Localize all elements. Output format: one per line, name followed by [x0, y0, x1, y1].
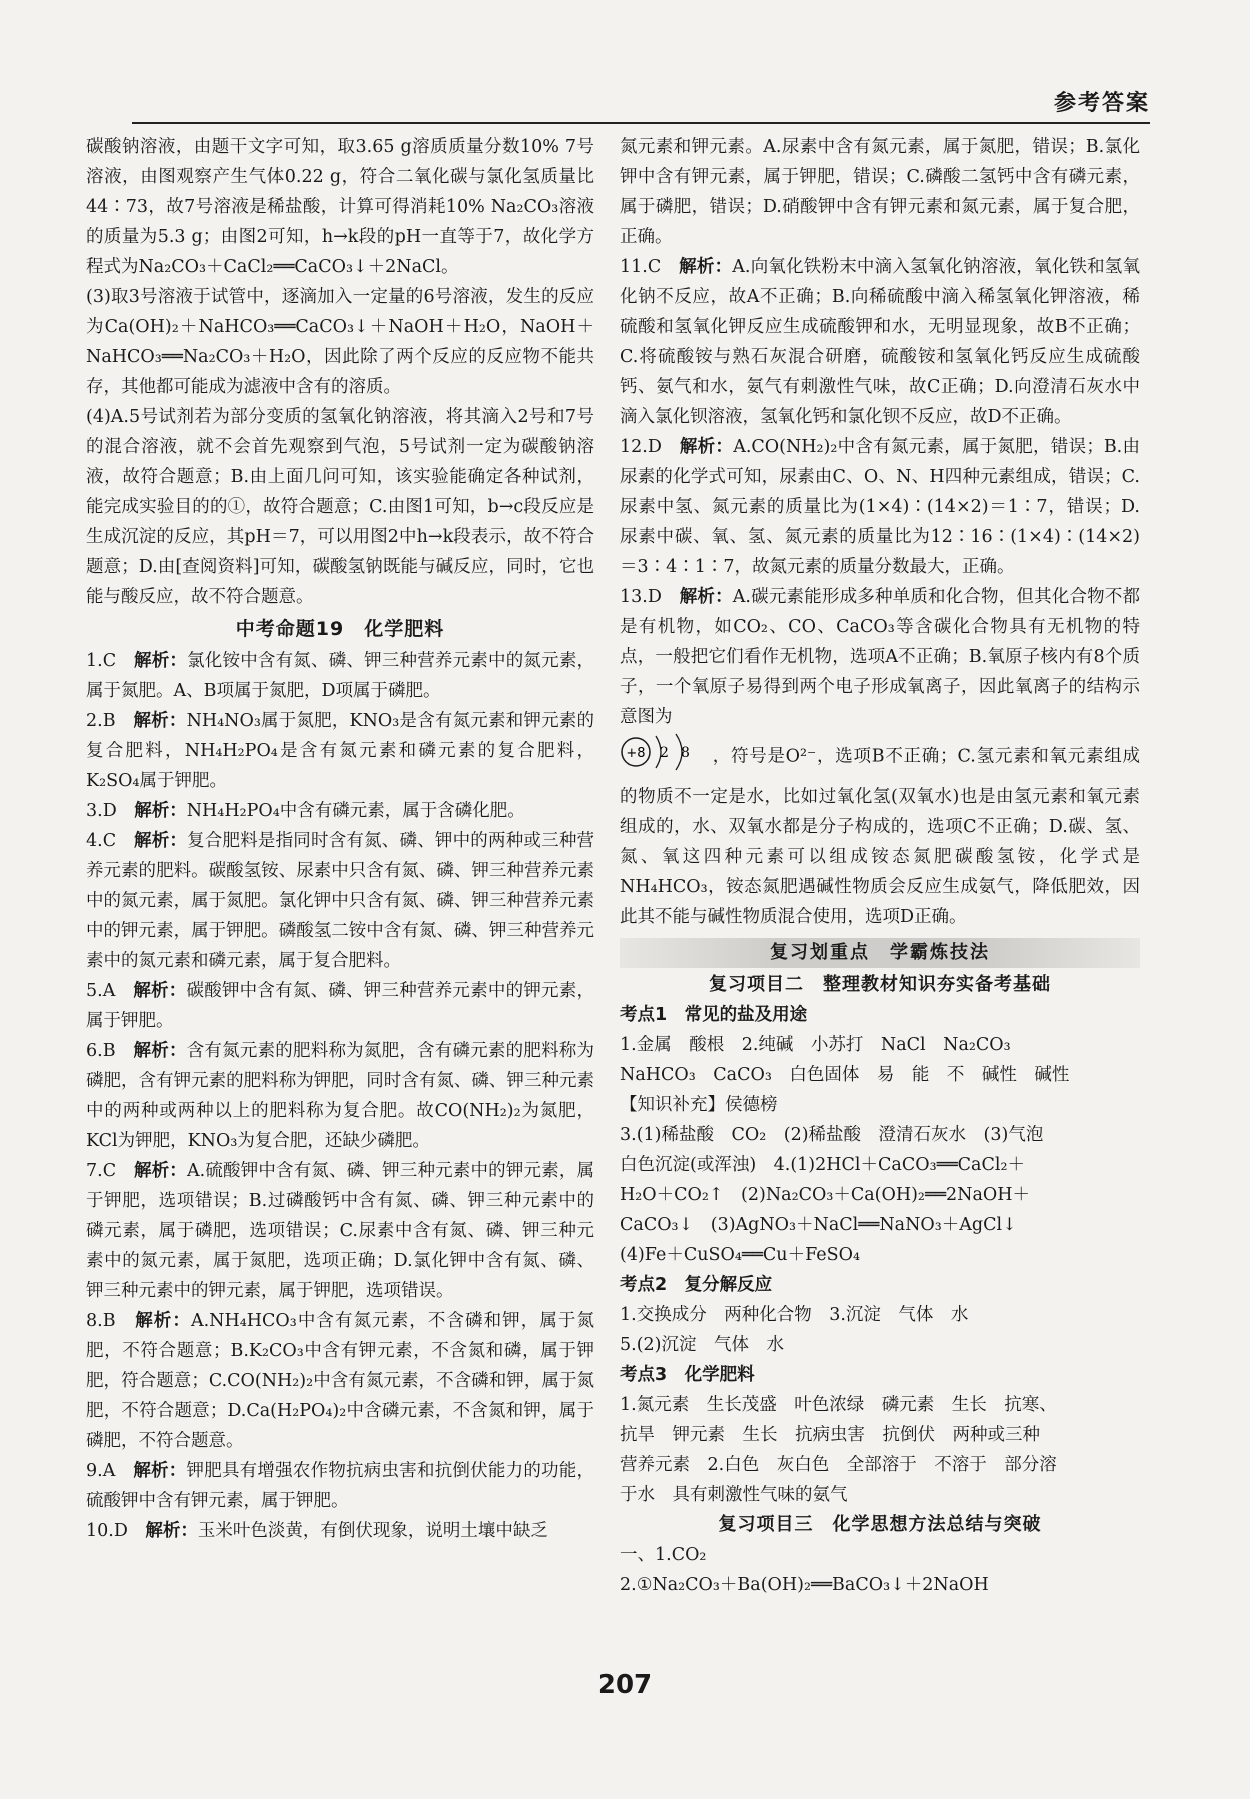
- answer-number: 5.A: [86, 981, 116, 1001]
- answer-line: 1.交换成分 两种化合物 3.沉淀 气体 水: [620, 1305, 969, 1325]
- atom-diagram-followup-text: ，符号是O²⁻，选项B不正确；C.氢元素和氧元素组成的物质不一定是水，比如过氧化氢(双氧水)也是由氢元素和氧元素组成的，水、双氧水都是分子构成的，选项C不正确；D.碳、氢、氮、氧这四种元素可以组成铵态氮肥碳酸氢铵，化学式是NH₄HCO₃，铵态氮肥遇碱性物质会反应生成氨气，降低肥效，因此其不能与碱性物质混合使用，选项D正确。: [620, 746, 1140, 927]
- answer-line: 【知识补充】侯德榜: [620, 1095, 778, 1115]
- answer-line: (4)Fe＋CuSO₄══Cu＋FeSO₄: [620, 1245, 860, 1265]
- atom-diagram-line: [620, 732, 1140, 932]
- analysis-text: 碳酸钾中含有氮、磷、钾三种营养元素中的钾元素，属于钾肥。: [86, 981, 595, 1031]
- project-3-lines: [620, 1540, 1140, 1600]
- answer-item: [86, 646, 594, 706]
- atom-structure-svg: [620, 732, 706, 772]
- answer-line: 1.氮元素 生长茂盛 叶色浓绿 磷元素 生长 抗寒、: [620, 1395, 1057, 1415]
- analysis-label: 解析：: [679, 257, 733, 277]
- answer-item: [620, 252, 1140, 432]
- answer-line: 于水 具有刺激性气味的氨气: [620, 1485, 848, 1505]
- answer-number: 7.C: [86, 1161, 117, 1181]
- kaodian-3-label: 考点3 化学肥料: [620, 1365, 755, 1385]
- analysis-text: NH₄H₂PO₄中含有磷元素，属于含磷化肥。: [186, 801, 525, 821]
- analysis-text: A.CO(NH₂)₂中含有氮元素，属于氮肥，错误；B.由尿素的化学式可知，尿素由C、O、N、H四种元素组成，错误；C.尿素中氢、氮元素的质量比为(1×4)∶(14×2)＝1∶7，错误；D.尿素中碳、氧、氢、氮元素的质量比为12∶16∶(1×4)∶(14×2)＝3∶4∶1∶7，故氮元素的质量分数最大，正确。: [620, 437, 1141, 577]
- answer-item: [86, 976, 594, 1036]
- shell-1-electrons: 2: [660, 745, 669, 761]
- answer-item: [86, 796, 594, 826]
- answer-line: 1.金属 酸根 2.纯碱 小苏打 NaCl Na₂CO₃: [620, 1035, 1011, 1055]
- answer-number: 1.C: [86, 651, 117, 671]
- answer-line: 3.(1)稀盐酸 CO₂ (2)稀盐酸 澄清石灰水 (3)气泡: [620, 1125, 1044, 1145]
- answer-line: H₂O＋CO₂↑ (2)Na₂CO₃＋Ca(OH)₂══2NaOH＋: [620, 1185, 1031, 1205]
- analysis-label: 解析：: [133, 711, 187, 731]
- analysis-label: 解析：: [133, 981, 187, 1001]
- answer-line: CaCO₃↓ (3)AgNO₃＋NaCl══NaNO₃＋AgCl↓: [620, 1215, 1017, 1235]
- answer-item: [86, 1516, 594, 1546]
- answer-item: [86, 1456, 594, 1516]
- answer-line: 抗旱 钾元素 生长 抗病虫害 抗倒伏 两种或三种: [620, 1425, 1040, 1445]
- answer-line: 一、1.CO₂: [620, 1545, 707, 1565]
- analysis-label: 解析：: [679, 587, 733, 607]
- answer-line: 白色沉淀(或浑浊) 4.(1)2HCl＋CaCO₃══CaCl₂＋: [620, 1155, 1025, 1175]
- analysis-label: 解析：: [134, 651, 188, 671]
- answer-line: 2.①Na₂CO₃＋Ba(OH)₂══BaCO₃↓＋2NaOH: [620, 1575, 989, 1595]
- left-column: [86, 132, 594, 1546]
- answer-number: 8.B: [86, 1311, 116, 1331]
- analysis-text: A.碳元素能形成多种单质和化合物，但其化合物不都是有机物，如CO₂、CO、CaCO₃等含碳化合物具有无机物的特点，一般把它们看作无机物，选项A不正确；B.氧原子核内有8个质子，一个氧原子易得到两个电子形成氧离子，因此氧离子的结构示意图为: [620, 587, 1141, 727]
- answer-item: [86, 1036, 594, 1156]
- page-header-label: 参考答案: [1053, 91, 1150, 116]
- paragraph: 碳酸钠溶液，由题干文字可知，取3.65 g溶质质量分数10% 7号溶液，由图观察产生气体0.22 g，符合二氧化碳与氯化氢质量比44∶73，故7号溶液是稀盐酸，计算可得消耗10% Na₂CO₃溶液的质量为5.3 g；由图2可知，h→k段的pH一直等于7，故化学方程式为Na₂CO₃＋CaCl₂══CaCO₃↓＋2NaCl。: [86, 137, 594, 277]
- answer-item: [620, 582, 1140, 732]
- answer-number: 9.A: [86, 1461, 116, 1481]
- answer-line: NaHCO₃ CaCO₃ 白色固体 易 能 不 碱性 碱性: [620, 1065, 1070, 1085]
- analysis-text: NH₄NO₃属于氮肥，KNO₃是含有氮元素和钾元素的复合肥料，NH₄H₂PO₄是含有氮元素和磷元素的复合肥料，K₂SO₄属于钾肥。: [86, 711, 595, 791]
- page-number: 207: [597, 1670, 653, 1700]
- review-project-3-title: 复习项目三 化学思想方法总结与突破: [718, 1514, 1042, 1535]
- analysis-label: 解析：: [135, 1311, 191, 1331]
- kaodian-1-label: 考点1 常见的盐及用途: [620, 1005, 808, 1025]
- review-project-2-title: 复习项目二 整理教材知识夯实备考基础: [709, 974, 1051, 995]
- analysis-label: 解析：: [145, 1521, 198, 1541]
- analysis-text: 玉米叶色淡黄，有倒伏现象，说明土壤中缺乏: [197, 1521, 548, 1541]
- answer-item: [86, 1306, 594, 1456]
- kaodian-1-lines: [620, 1030, 1140, 1270]
- answer-number: 10.D: [86, 1521, 128, 1541]
- answer-number: 3.D: [86, 801, 117, 821]
- right-column-answers: [620, 132, 1140, 732]
- answer-item: [86, 1156, 594, 1306]
- review-banner: 复习划重点 学霸炼技法: [620, 938, 1140, 968]
- nucleus-charge: +8: [626, 746, 646, 761]
- paragraph: (4)A.5号试剂若为部分变质的氢氧化钠溶液，将其滴入2号和7号的混合溶液，就不会首先观察到气泡，5号试剂一定为碳酸钠溶液，故符合题意；B.由上面几问可知，该实验能确定各种试剂，能完成实验目的的①，故符合题意；C.由图1可知，b→c段反应是生成沉淀的反应，其pH＝7，可以用图2中h→k段表示，故不符合题意；D.由[查阅资料]可知，碳酸氢钠既能与碱反应，同时，它也能与酸反应，故不符合题意。: [86, 407, 594, 607]
- analysis-label: 解析：: [679, 437, 734, 457]
- analysis-text: 钾肥具有增强农作物抗病虫害和抗倒伏能力的功能，硫酸钾中含有钾元素，属于钾肥。: [86, 1461, 595, 1511]
- answer-item: [620, 432, 1140, 582]
- analysis-label: 解析：: [133, 1461, 187, 1481]
- answer-item: [86, 826, 594, 976]
- analysis-text: A.硫酸钾中含有氮、磷、钾三种元素中的钾元素，属于钾肥，选项错误；B.过磷酸钙中含有氮、磷、钾三种元素中的磷元素，属于磷肥，选项错误；C.尿素中含有氮、磷、钾三种元素中的氮元素，属于氮肥，选项正确；D.氯化钾中含有氮、磷、钾三种元素中的钾元素，属于钾肥，选项错误。: [86, 1161, 595, 1301]
- paragraph: 氮元素和钾元素。A.尿素中含有氮元素，属于氮肥，错误；B.氯化钾中含有钾元素，属于钾肥，错误；C.磷酸二氢钙中含有磷元素，属于磷肥，错误；D.硝酸钾中含有钾元素和氮元素，属于复合肥，正确。: [620, 137, 1140, 247]
- paragraph: (3)取3号溶液于试管中，逐滴加入一定量的6号溶液，发生的反应为Ca(OH)₂＋NaHCO₃══CaCO₃↓＋NaOH＋H₂O，NaOH＋NaHCO₃══Na₂CO₃＋H₂O，因此除了两个反应的反应物不能共存，其他都可能成为滤液中含有的溶质。: [86, 287, 594, 397]
- answer-number: 4.C: [86, 831, 117, 851]
- header-rule: [132, 122, 1150, 124]
- analysis-label: 解析：: [134, 831, 188, 851]
- answer-number: 2.B: [86, 711, 116, 731]
- answer-number: 6.B: [86, 1041, 116, 1061]
- analysis-text: 氯化铵中含有氮、磷、钾三种营养元素中的氮元素，属于氮肥。A、B项属于氮肥，D项属于磷肥。: [86, 651, 595, 701]
- analysis-label: 解析：: [134, 801, 187, 821]
- shell-2-electrons: 8: [681, 745, 690, 761]
- answer-item: [86, 706, 594, 796]
- analysis-text: A.向氧化铁粉末中滴入氢氧化钠溶液，氧化铁和氢氧化钠不反应，故A不正确；B.向稀硫酸中滴入稀氢氧化钾溶液，稀硫酸和氢氧化钾反应生成硫酸钾和水，无明显现象，故B不正确；C.将硫酸铵与熟石灰混合研磨，硫酸铵和氢氧化钙反应生成硫酸钙、氨气和水，氨气有刺激性气味，故C正确；D.向澄清石灰水中滴入氯化钡溶液，氢氧化钙和氯化钡不反应，故D不正确。: [620, 257, 1141, 427]
- analysis-label: 解析：: [133, 1041, 187, 1061]
- answer-number: 11.C: [620, 257, 662, 277]
- analysis-text: 复合肥料是指同时含有氮、磷、钾中的两种或三种营养元素的肥料。碳酸氢铵、尿素中只含有氮、磷、钾三种营养元素中的氮元素，属于氮肥。氯化钾中只含有氮、磷、钾三种营养元素中的钾元素，属于钾肥。磷酸氢二铵中含有氮、磷、钾三种营养元素中的氮元素和磷元素，属于复合肥料。: [86, 831, 595, 971]
- oxygen-ion-structure-diagram: [620, 732, 706, 782]
- kaodian-2-label: 考点2 复分解反应: [620, 1275, 773, 1295]
- answer-number: 12.D: [620, 437, 662, 457]
- analysis-text: A.NH₄HCO₃中含有氮元素，不含磷和钾，属于氮肥，不符合题意；B.K₂CO₃中含有钾元素，不含氮和磷，属于钾肥，符合题意；C.CO(NH₂)₂中含有氮元素，不含磷和钾，属于氮肥，不符合题意；D.Ca(H₂PO₄)₂中含磷元素，不含氮和钾，属于磷肥，不符合题意。: [86, 1311, 594, 1451]
- kaodian-3-lines: [620, 1390, 1140, 1510]
- answer-line: 营养元素 2.白色 灰白色 全部溶于 不溶于 部分溶: [620, 1455, 1057, 1475]
- analysis-label: 解析：: [133, 1161, 187, 1181]
- answer-line: 5.(2)沉淀 气体 水: [620, 1335, 784, 1355]
- section-title: 中考命题19 化学肥料: [235, 618, 445, 640]
- analysis-text: 含有氮元素的肥料称为氮肥，含有磷元素的肥料称为磷肥，含有钾元素的肥料称为钾肥，同时含有氮、磷、钾三种元素中的两种或两种以上的肥料称为复合肥。故CO(NH₂)₂为氮肥，KCl为钾肥，KNO₃为复合肥，还缺少磷肥。: [86, 1041, 595, 1151]
- right-column: [620, 132, 1140, 1600]
- answer-number: 13.D: [620, 587, 662, 607]
- kaodian-2-lines: [620, 1300, 1140, 1360]
